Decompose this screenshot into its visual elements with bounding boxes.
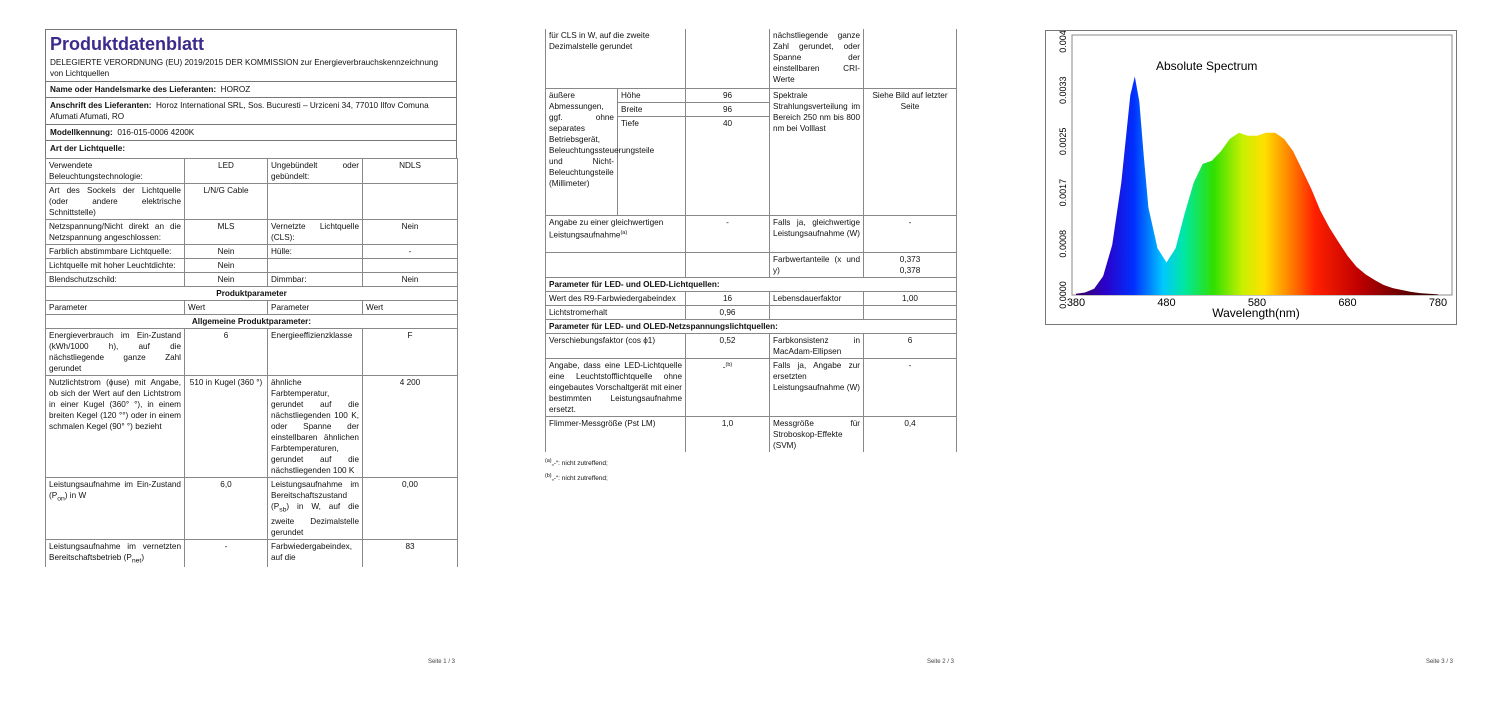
psb-label-end: ) in W, auf die zweite Dezimalstelle gerundet xyxy=(271,502,359,537)
cell-label: Blendschutzschild: xyxy=(46,273,185,287)
cell-value: - xyxy=(864,216,957,253)
psb-label: Leistungsaufnahme im Bereitschaftszustand (P xyxy=(271,480,359,511)
pon-label: Leistungsaufnahme im Ein-Zustand (P xyxy=(49,480,181,500)
supplier-line xyxy=(46,81,456,97)
supplier-value: HOROZ xyxy=(220,85,251,94)
cell-value: 16 xyxy=(686,292,770,306)
footnote-b-marker: (b) xyxy=(545,473,552,480)
spectral-value: Siehe Bild auf letzter Seite xyxy=(864,89,957,216)
table-row xyxy=(546,216,957,253)
table-row xyxy=(46,539,458,567)
cell-value: Nein xyxy=(185,245,268,259)
cell-label-psb xyxy=(268,478,363,540)
cell-label: Lichtquelle mit hoher Leuchtdichte: xyxy=(46,259,185,273)
equiv-sup: (a) xyxy=(620,230,628,236)
table-row xyxy=(546,89,957,103)
section-row xyxy=(46,315,458,329)
cell-value-empty xyxy=(686,29,770,89)
section-produktparameter: Produktparameter xyxy=(46,287,458,301)
cell-label: Lebensdauerfaktor xyxy=(770,292,864,306)
footnote-a xyxy=(545,455,956,470)
section-row xyxy=(46,287,458,301)
column-header-row xyxy=(46,301,458,315)
footnote-b-text: „-“: nicht zutreffend; xyxy=(551,475,608,483)
cell-value: MLS xyxy=(185,220,268,245)
footnote-a-text: „-“: nicht zutreffend; xyxy=(551,460,608,468)
spec-table-page-2 xyxy=(545,29,957,452)
cell-label: Wert des R9-Farbwiedergabeindex xyxy=(546,292,686,306)
x-tick-label: 780 xyxy=(1428,297,1448,309)
spectral-label: Spektrale Strahlungsverteilung im Bereich 250 nm bis 800 nm bei Volllast xyxy=(770,89,864,216)
type-label: Art der Lichtquelle: xyxy=(50,144,126,153)
cell-value: L/N/G Cable xyxy=(185,184,268,220)
table-row xyxy=(546,292,957,306)
x-axis-label: Wavelength(nm) xyxy=(1212,306,1300,320)
page-title: Produktdatenblatt xyxy=(50,34,205,54)
model-line xyxy=(46,124,456,140)
pon-sub: on xyxy=(57,495,65,503)
footnotes xyxy=(545,452,956,485)
cell-label: Flimmer-Messgröße (Pst LM) xyxy=(546,417,686,453)
cell-empty xyxy=(864,306,957,320)
cell-label: Farbkonsistenz in MacAdam-Ellipsen xyxy=(770,334,864,359)
y-tick-label: 0.0033 xyxy=(1058,76,1068,104)
table-row xyxy=(46,329,458,376)
cell-value: 0,00 xyxy=(363,478,458,540)
supplier-label: Name oder Handelsmarke des Lieferanten: xyxy=(50,85,217,94)
cell-empty xyxy=(546,253,686,278)
cell-empty xyxy=(686,253,770,278)
cell-label: Falls ja, gleichwertige Leistungsaufnahme (W) xyxy=(770,216,864,253)
section-led: Parameter für LED- und OLED-Lichtquellen: xyxy=(546,278,957,292)
cell-label: Nutzlichtstrom (ϕuse) mit Angabe, ob sich der Wert auf den Lichtstrom in einer Kugel (360° °), in einem breiten Kegel (120 °°) oder in einem schmalen Kegel (90° °) bezieht xyxy=(46,376,185,478)
cell-label: Netzspannung/Nicht direkt an die Netzspannung angeschlossen: xyxy=(46,220,185,245)
cell-label: Angabe, dass eine LED-Lichtquelle eine Leuchtstofflichtquelle ohne eingebautes Vorschaltgerät mit einer bestimmten Leistungsaufnahme ersetzt. xyxy=(546,359,686,417)
cell-value: F xyxy=(363,329,458,376)
section-row xyxy=(546,320,957,334)
cell-value: Nein xyxy=(363,273,458,287)
spec-table-page-1 xyxy=(45,158,458,567)
cell-value: 6 xyxy=(185,329,268,376)
y-axis-ticks xyxy=(1058,31,1068,309)
section-mains: Parameter für LED- und OLED-Netzspannungslichtquellen: xyxy=(546,320,957,334)
regulation-subtitle: DELEGIERTE VERORDNUNG (EU) 2019/2015 DER KOMMISSION zur Energieverbrauchskennzeichnung von Lichtquellen xyxy=(50,58,438,78)
table-row xyxy=(546,417,957,453)
y-tick-label: 0.0000 xyxy=(1058,281,1068,309)
dims-label: äußere Abmessungen, ggf. ohne separates Betriebsgerät, Beleuchtungssteuerungsteile und Nicht-Beleuchtungsteile (Millimeter) xyxy=(546,89,618,216)
cell-value: 6,0 xyxy=(185,478,268,540)
cell-label-pnet xyxy=(46,539,185,567)
replace-value-cell xyxy=(686,359,770,417)
cell-label: Verschiebungsfaktor (cos ϕ1) xyxy=(546,334,686,359)
x-tick-label: 580 xyxy=(1247,297,1267,309)
spectrum-svg xyxy=(1046,31,1456,324)
cell-label: Messgröße für Stroboskop-Effekte (SVM) xyxy=(770,417,864,453)
cell-value-empty xyxy=(864,29,957,89)
footnote-a-marker: (a) xyxy=(545,458,552,464)
cell-label: Falls ja, Angabe zur ersetzten Leistungsaufnahme (W) xyxy=(770,359,864,417)
dim-name: Tiefe xyxy=(618,117,686,216)
cell-empty xyxy=(770,306,864,320)
cell-label: Vernetzte Lichtquelle (CLS): xyxy=(268,220,363,245)
farbwert-y: 0,378 xyxy=(899,266,921,275)
equiv-label-cell xyxy=(546,216,686,253)
farbwert-x: 0,373 xyxy=(899,255,921,264)
cell-value: 1,00 xyxy=(864,292,957,306)
replace-sup: (b) xyxy=(725,362,733,368)
page-2 xyxy=(545,0,956,707)
spectrum-area xyxy=(1076,77,1438,296)
cell-value: 0,52 xyxy=(686,334,770,359)
page-number: Seite 3 / 3 xyxy=(1425,659,1453,665)
farbwert-values xyxy=(864,253,957,278)
cell-label: für CLS in W, auf die zweite Dezimalstelle gerundet xyxy=(546,29,686,89)
cell-value: Nein xyxy=(185,259,268,273)
cell-value: 0,96 xyxy=(686,306,770,320)
cell-label: Farbwiedergabeindex, auf die xyxy=(268,539,363,567)
footnote-b xyxy=(545,470,956,485)
cell-label: Art des Sockels der Lichtquelle (oder andere elektrische Schnittstelle) xyxy=(46,184,185,220)
table-row xyxy=(46,273,458,287)
x-tick-label: 480 xyxy=(1157,297,1176,309)
cell-label: Energieeffizienzklasse xyxy=(268,329,363,376)
cell-value: 0,4 xyxy=(864,417,957,453)
cell-label: Farbwertanteile (x und y) xyxy=(770,253,864,278)
cell-value: Nein xyxy=(185,273,268,287)
cell-label: Hülle: xyxy=(268,245,363,259)
y-tick-label: 0.0041 xyxy=(1058,31,1068,53)
replace-value: - xyxy=(722,362,726,372)
address-label: Anschrift des Lieferanten: xyxy=(50,101,152,110)
cell-label: Energieverbrauch im Ein-Zustand (kWh/1000 h), auf die nächstliegende ganze Zahl gerundet xyxy=(46,329,185,376)
cell-label-pon xyxy=(46,478,185,540)
col-header-param: Parameter xyxy=(268,301,363,315)
table-row xyxy=(46,159,458,184)
cell-label: Dimmbar: xyxy=(268,273,363,287)
cell-label: Verwendete Beleuchtungstechnologie: xyxy=(46,159,185,184)
cell-value: LED xyxy=(185,159,268,184)
table-row xyxy=(46,220,458,245)
cell-value: - xyxy=(686,216,770,253)
address-line xyxy=(46,97,456,124)
x-tick-label: 680 xyxy=(1338,297,1357,309)
cell-value: Nein xyxy=(363,220,458,245)
cell-label xyxy=(268,184,363,220)
cell-label: ähnliche Farbtemperatur, gerundet auf die nächstliegenden 100 K, oder Spanne der einstellbaren ähnlichen Farbtemperaturen, gerundet auf die nächstliegenden 100 K xyxy=(268,376,363,478)
x-tick-label: 380 xyxy=(1066,297,1086,309)
table-row xyxy=(46,376,458,478)
cell-value: 510 in Kugel (360 °) xyxy=(185,376,268,478)
section-row xyxy=(546,278,957,292)
pnet-label-end: ) xyxy=(141,552,145,562)
dim-value: 40 xyxy=(686,117,770,216)
psb-sub: sb xyxy=(279,506,287,514)
table-row xyxy=(46,184,458,220)
cell-value: 4 200 xyxy=(363,376,458,478)
cell-value: 1,0 xyxy=(686,417,770,453)
cell-value: - xyxy=(363,245,458,259)
page-number: Seite 2 / 3 xyxy=(926,659,954,665)
table-row xyxy=(46,245,458,259)
model-label: Modellkennung: xyxy=(50,128,113,137)
pnet-label: Leistungsaufnahme im vernetzten Bereitschaftsbetrieb (P xyxy=(49,541,181,562)
col-header-wert: Wert xyxy=(363,301,458,315)
cell-label: Farblich abstimmbare Lichtquelle: xyxy=(46,245,185,259)
table-row xyxy=(46,259,458,273)
page-number: Seite 1 / 3 xyxy=(427,659,455,665)
pnet-sub: net xyxy=(131,557,142,565)
cell-value: - xyxy=(185,539,268,567)
equiv-label: Angabe zu einer gleichwertigen Leistungsaufnahme xyxy=(549,218,664,240)
dim-name: Breite xyxy=(618,103,686,117)
table-row xyxy=(546,334,957,359)
type-line xyxy=(46,140,456,158)
table-row xyxy=(546,29,957,89)
table-row xyxy=(46,478,458,540)
table-row xyxy=(546,253,957,278)
dim-name: Höhe xyxy=(618,89,686,103)
section-allgemeine: Allgemeine Produktparameter: xyxy=(46,315,458,329)
cell-label: nächstliegende ganze Zahl gerundet, oder Spanne der einstellbaren CRI-Werte xyxy=(770,29,864,89)
page-1 xyxy=(45,0,457,707)
cell-label xyxy=(268,259,363,273)
cell-value xyxy=(363,259,458,273)
cell-value: NDLS xyxy=(363,159,458,184)
dim-value: 96 xyxy=(686,89,770,103)
table-row xyxy=(546,306,957,320)
chart-title: Absolute Spectrum xyxy=(1156,59,1258,73)
cell-value: - xyxy=(864,359,957,417)
dim-value: 96 xyxy=(686,103,770,117)
model-value: 016-015-0006 4200K xyxy=(117,128,195,137)
pon-label-end: ) in W xyxy=(64,491,87,500)
col-header-wert: Wert xyxy=(185,301,268,315)
cell-label: Lichtstromerhalt xyxy=(546,306,686,320)
y-tick-label: 0.0025 xyxy=(1058,127,1068,156)
cell-value: 83 xyxy=(363,539,458,567)
y-tick-label: 0.0017 xyxy=(1058,178,1068,207)
page-1-frame xyxy=(45,29,457,158)
table-row xyxy=(546,359,957,417)
col-header-param: Parameter xyxy=(46,301,185,315)
cell-value xyxy=(363,184,458,220)
cell-label: Ungebündelt oder gebündelt: xyxy=(268,159,363,184)
address-value: Horoz International SRL, Sos. Bucuresti – Urziceni 34, 77010 Ilfov Comuna Afumati Afumati, RO xyxy=(50,101,429,121)
cell-value: 6 xyxy=(864,334,957,359)
y-tick-label: 0.0008 xyxy=(1058,230,1068,258)
spectrum-chart xyxy=(1045,30,1457,325)
